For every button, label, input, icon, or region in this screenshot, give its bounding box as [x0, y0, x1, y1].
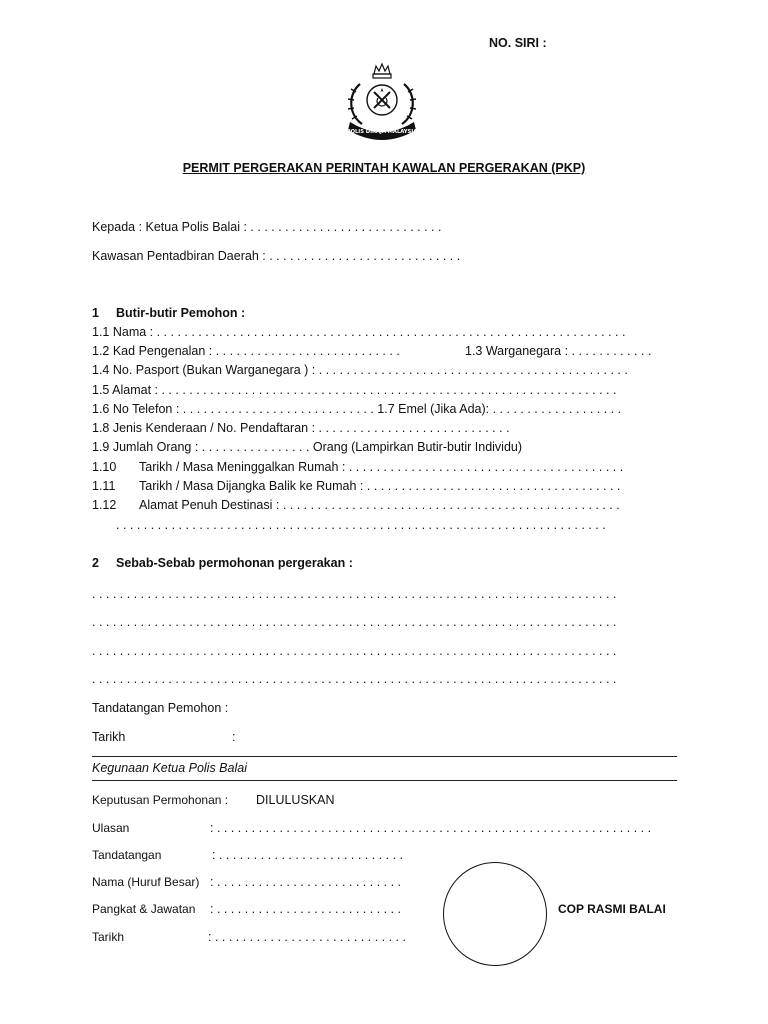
decision-value: DILULUSKAN	[256, 793, 335, 807]
decision-label: Keputusan Permohonan :	[92, 793, 229, 807]
office-use-heading: Kegunaan Ketua Polis Balai	[92, 761, 247, 775]
official-stamp-label: COP RASMI BALAI	[558, 902, 666, 916]
officer-signature-label: Tandatangan	[92, 848, 162, 862]
logo-ribbon-text: POLIS DIRAJA MALAYSIA	[346, 129, 418, 135]
applicant-signature-label: Tandatangan Pemohon :	[92, 701, 229, 715]
officer-date-field: : . . . . . . . . . . . . . . . . . . . . . . . . . . . .	[208, 930, 406, 944]
section2-number: 2	[92, 556, 99, 570]
reason-line: . . . . . . . . . . . . . . . . . . . . . . . . . . . . . . . . . . . . . . . . . . . . . . . . . . . . . . . . . . . . . . . . . . . . . . . . . . . .	[92, 672, 617, 686]
remarks-label: Ulasan	[92, 821, 130, 835]
office-bottom-divider	[92, 780, 677, 781]
persons-count-field: 1.9 Jumlah Orang : . . . . . . . . . . . . . . . . Orang (Lampirkan Butir-butir Individu)	[92, 440, 523, 454]
destination-number: 1.12	[92, 498, 117, 512]
officer-name-label: Nama (Huruf Besar)	[92, 875, 200, 889]
vehicle-field: 1.8 Jenis Kenderaan / No. Pendaftaran : . . . . . . . . . . . . . . . . . . . . . . . . . . . .	[92, 421, 510, 435]
citizenship-field: 1.3 Warganegara : . . . . . . . . . . . .	[465, 344, 652, 358]
leave-time-field: Tarikh / Masa Meninggalkan Rumah : . . . . . . . . . . . . . . . . . . . . . . . . . . . . . . . . . . . . . . . .	[139, 460, 624, 474]
applicant-date-colon: :	[232, 730, 236, 744]
remarks-field: : . . . . . . . . . . . . . . . . . . . . . . . . . . . . . . . . . . . . . . . . . . . . . . . . . . . . . . . . . . . . . . .	[210, 821, 652, 835]
section2-heading: Sebab-Sebab permohonan pergerakan :	[116, 556, 353, 570]
officer-signature-field: : . . . . . . . . . . . . . . . . . . . . . . . . . . .	[212, 848, 404, 862]
return-time-field: Tarikh / Masa Dijangka Balik ke Rumah : . . . . . . . . . . . . . . . . . . . . . . . . . . . . . . . . . . . . .	[139, 479, 621, 493]
passport-field: 1.4 No. Pasport (Bukan Warganegara ) : . . . . . . . . . . . . . . . . . . . . . . . . . . . . . . . . . . . . . . . . . . . . .	[92, 363, 628, 377]
police-chief-field: Kepada : Ketua Polis Balai : . . . . . . . . . . . . . . . . . . . . . . . . . . . .	[92, 220, 442, 234]
official-stamp-circle	[443, 862, 547, 966]
leave-time-number: 1.10	[92, 460, 117, 474]
phone-email-field: 1.6 No Telefon : . . . . . . . . . . . . . . . . . . . . . . . . . . . . 1.7 Emel (Jika Ada): . . . . . . . . . . . . . . . . . . .	[92, 402, 622, 416]
officer-date-label: Tarikh	[92, 930, 125, 944]
destination-continuation: . . . . . . . . . . . . . . . . . . . . . . . . . . . . . . . . . . . . . . . . . . . . . . . . . . . . . . . . . . . . . . . . . . . . . . .	[116, 518, 606, 532]
return-time-number: 1.11	[92, 479, 116, 493]
officer-name-field: : . . . . . . . . . . . . . . . . . . . . . . . . . . .	[210, 875, 402, 889]
reason-line: . . . . . . . . . . . . . . . . . . . . . . . . . . . . . . . . . . . . . . . . . . . . . . . . . . . . . . . . . . . . . . . . . . . . . . . . . . . .	[92, 587, 617, 601]
section1-heading: Butir-butir Pemohon :	[116, 306, 246, 320]
police-crest-logo	[340, 62, 424, 140]
officer-rank-label: Pangkat & Jawatan	[92, 902, 196, 916]
applicant-date-label: Tarikh	[92, 730, 126, 744]
address-field: 1.5 Alamat : . . . . . . . . . . . . . . . . . . . . . . . . . . . . . . . . . . . . . . . . . . . . . . . . . . . . . . . . . . . . . . . . . .	[92, 383, 617, 397]
ic-number-field: 1.2 Kad Pengenalan : . . . . . . . . . . . . . . . . . . . . . . . . . . .	[92, 344, 400, 358]
destination-field: Alamat Penuh Destinasi : . . . . . . . . . . . . . . . . . . . . . . . . . . . . . . . . . . . . . . . . . . . . . . . . .	[139, 498, 620, 512]
district-field: Kawasan Pentadbiran Daerah : . . . . . . . . . . . . . . . . . . . . . . . . . . . .	[92, 249, 461, 263]
office-top-divider	[92, 756, 677, 757]
reason-line: . . . . . . . . . . . . . . . . . . . . . . . . . . . . . . . . . . . . . . . . . . . . . . . . . . . . . . . . . . . . . . . . . . . . . . . . . . . .	[92, 644, 617, 658]
serial-number-label: NO. SIRI :	[489, 36, 547, 50]
document-title: PERMIT PERGERAKAN PERINTAH KAWALAN PERGERAKAN (PKP)	[182, 161, 586, 175]
section1-number: 1	[92, 306, 99, 320]
applicant-name-field: 1.1 Nama : . . . . . . . . . . . . . . . . . . . . . . . . . . . . . . . . . . . . . . . . . . . . . . . . . . . . . . . . . . . . . . . . . . . .	[92, 325, 626, 339]
reason-line: . . . . . . . . . . . . . . . . . . . . . . . . . . . . . . . . . . . . . . . . . . . . . . . . . . . . . . . . . . . . . . . . . . . . . . . . . . . .	[92, 615, 617, 629]
officer-rank-field: : . . . . . . . . . . . . . . . . . . . . . . . . . . .	[210, 902, 402, 916]
